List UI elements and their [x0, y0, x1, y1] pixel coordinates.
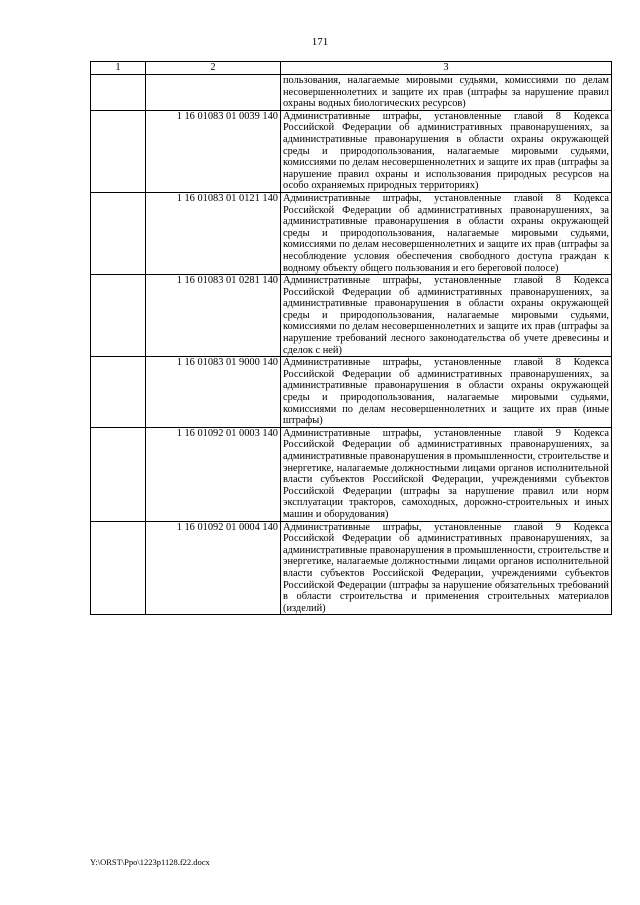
budget-code-cell: 1 16 01083 01 9000 140 — [146, 357, 281, 428]
table-row — [91, 521, 612, 615]
description-cell: Административные штрафы, установленные главой 8 Кодекса Российской Федерации об административных правонарушениях, за административные правонарушения в области охраны окружающей среды и природопользования, налагаемые мировыми судьями, комиссиями по делам несовершеннолетних и защите их прав (штрафы за нарушение требований лесного законодательства об учете древесины и сделок с ней) — [281, 275, 612, 357]
table-row — [91, 275, 612, 357]
description-cell: Административные штрафы, установленные главой 9 Кодекса Российской Федерации об административных правонарушениях, за административные правонарушения в промышленности, строительстве и энергетике, налагаемые должностными лицами органов исполнительной власти субъектов Российской Федерации, учреждениями субъектов Российской Федерации (штрафы за нарушение обязательных требований в области строительства и применения строительных материалов (изделий) — [281, 521, 612, 615]
budget-code-cell: 1 16 01083 01 0039 140 — [146, 110, 281, 192]
page-number: 171 — [311, 36, 329, 48]
description-cell: Административные штрафы, установленные главой 8 Кодекса Российской Федерации об административных правонарушениях, за административные правонарушения в области охраны окружающей среды и природопользования, налагаемые мировыми судьями, комиссиями по делам несовершеннолетних и защите их прав (иные штрафы) — [281, 357, 612, 428]
budget-code-cell — [146, 75, 281, 111]
column-header-3: 3 — [281, 62, 612, 75]
budget-code-cell: 1 16 01092 01 0003 140 — [146, 427, 281, 521]
row-number-cell — [91, 521, 146, 615]
table-row — [91, 192, 612, 274]
description-cell: Административные штрафы, установленные главой 8 Кодекса Российской Федерации об административных правонарушениях, за административные правонарушения в области охраны окружающей среды и природопользования, налагаемые мировыми судьями, комиссиями по делам несовершеннолетних и защите их прав (штрафы за несоблюдение условия обеспечения свободного доступа граждан к водному объекту общего пользования и его береговой полосе) — [281, 192, 612, 274]
budget-code-cell: 1 16 01092 01 0004 140 — [146, 521, 281, 615]
row-number-cell — [91, 427, 146, 521]
table-row — [91, 357, 612, 428]
column-header-1: 1 — [91, 62, 146, 75]
row-number-cell — [91, 110, 146, 192]
table-row — [91, 427, 612, 521]
row-number-cell — [91, 75, 146, 111]
budget-code-cell: 1 16 01083 01 0281 140 — [146, 275, 281, 357]
column-header-2: 2 — [146, 62, 281, 75]
budget-code-cell: 1 16 01083 01 0121 140 — [146, 192, 281, 274]
table-row — [91, 110, 612, 192]
budget-codes-table — [90, 61, 612, 615]
row-number-cell — [91, 357, 146, 428]
file-path-footer: Y:\ORST\Ppo\1223p1128.f22.docx — [90, 857, 210, 867]
row-number-cell — [91, 275, 146, 357]
table-header-row — [91, 62, 612, 75]
row-number-cell — [91, 192, 146, 274]
description-cell: пользования, налагаемые мировыми судьями, комиссиями по делам несовершеннолетних и защите их прав (штрафы за нарушение правил охраны водных биологических ресурсов) — [281, 75, 612, 111]
table-row — [91, 75, 612, 111]
description-cell: Административные штрафы, установленные главой 8 Кодекса Российской Федерации об административных правонарушениях, за административные правонарушения в области охраны окружающей среды и природопользования, налагаемые мировыми судьями, комиссиями по делам несовершеннолетних и защите их прав (штрафы за нарушение правил охраны и использования природных ресурсов на особо охраняемых природных территориях) — [281, 110, 612, 192]
description-cell: Административные штрафы, установленные главой 9 Кодекса Российской Федерации об административных правонарушениях, за административные правонарушения в промышленности, строительстве и энергетике, налагаемые должностными лицами органов исполнительной власти субъектов Российской Федерации, учреждениями субъектов Российской Федерации (штрафы за нарушение правил или норм эксплуатации тракторов, самоходных, дорожно-строительных и иных машин и оборудования) — [281, 427, 612, 521]
